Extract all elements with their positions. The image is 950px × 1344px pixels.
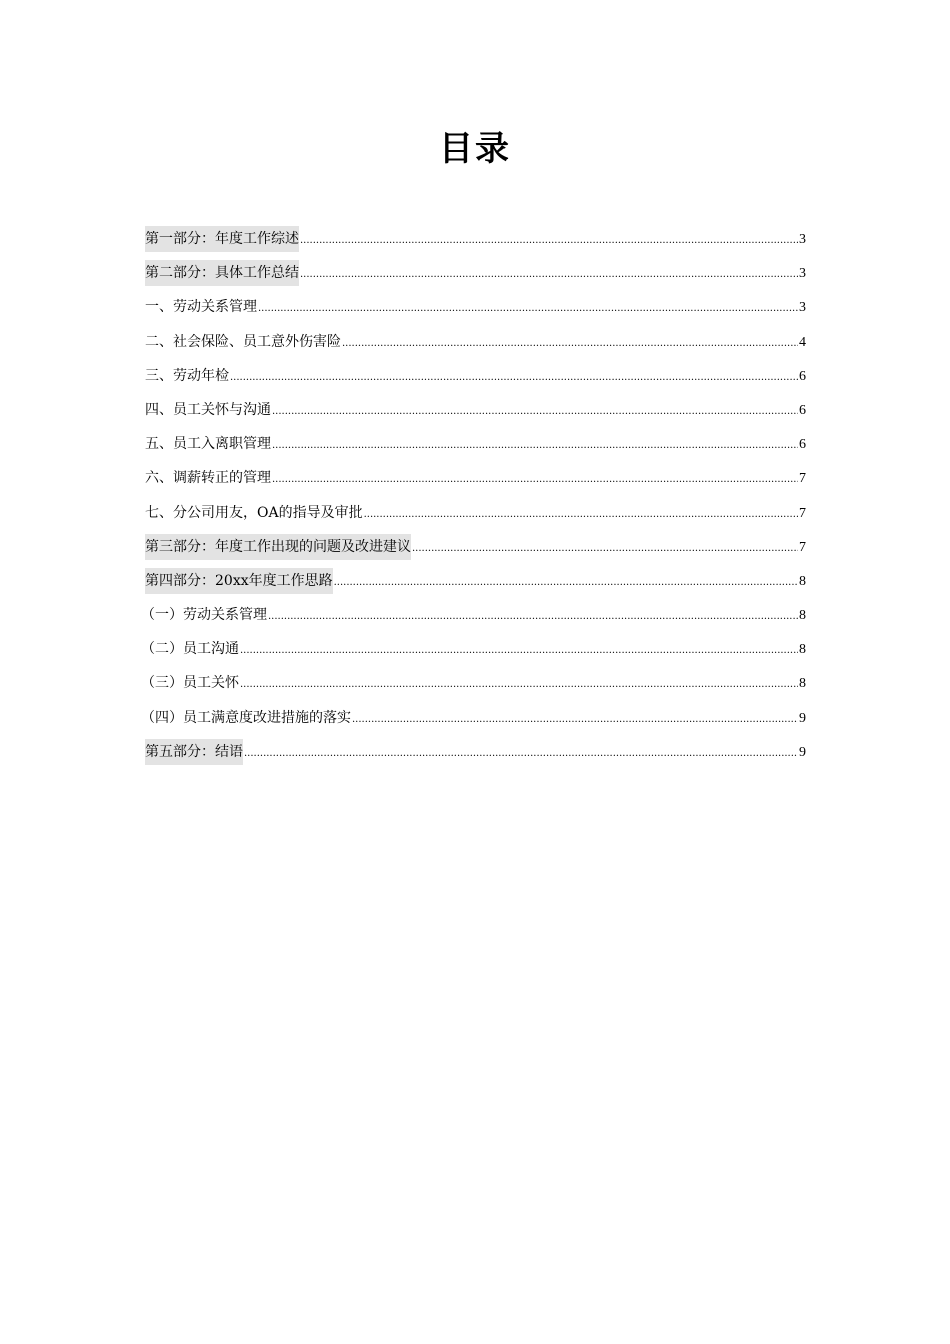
toc-leader-dots bbox=[272, 433, 798, 459]
toc-entry-page: 3 bbox=[799, 232, 806, 247]
toc-entry-label: 二、社会保险、员工意外伤害险 bbox=[145, 333, 341, 350]
toc-entry-label: 一、劳动关系管理 bbox=[145, 299, 257, 316]
toc-entry[interactable] bbox=[141, 602, 806, 636]
toc-entry-page: 3 bbox=[799, 266, 806, 282]
toc-entry-page: 6 bbox=[799, 402, 806, 418]
toc-title: 目录 bbox=[439, 129, 511, 169]
toc-entry[interactable] bbox=[145, 226, 806, 260]
toc-entry-label: 第二部分：具体工作总结 bbox=[145, 260, 299, 286]
toc-entry-label: 六、调薪转正的管理 bbox=[145, 470, 271, 487]
toc-entry-page: 4 bbox=[799, 334, 806, 350]
toc-entry-label: （一）劳动关系管理 bbox=[141, 607, 267, 624]
toc-entry[interactable] bbox=[141, 705, 806, 739]
toc-entry-page: 8 bbox=[799, 573, 806, 589]
toc-entry-label: 第五部分：结语 bbox=[145, 739, 243, 765]
toc-leader-dots bbox=[230, 365, 798, 391]
toc-entry[interactable] bbox=[145, 568, 806, 602]
toc-leader-dots bbox=[412, 536, 798, 562]
toc-leader-dots bbox=[334, 570, 798, 596]
toc-entry[interactable] bbox=[145, 739, 806, 773]
toc-entry-page: 7 bbox=[799, 505, 806, 521]
toc-entry-label: 五、员工入离职管理 bbox=[145, 436, 271, 453]
toc-entry[interactable] bbox=[145, 363, 806, 397]
toc-leader-dots bbox=[258, 296, 798, 322]
toc-entry-label: 四、员工关怀与沟通 bbox=[145, 401, 271, 418]
toc-leader-dots bbox=[272, 399, 798, 425]
toc-entry[interactable] bbox=[141, 670, 806, 704]
toc-leader-dots bbox=[240, 672, 798, 698]
toc-entry-label: 三、劳动年检 bbox=[145, 367, 229, 384]
toc-entry-label: （四）员工满意度改进措施的落实 bbox=[141, 709, 351, 726]
toc-leader-dots bbox=[352, 707, 798, 733]
toc-entry[interactable] bbox=[145, 465, 806, 499]
toc-leader-dots bbox=[364, 502, 798, 528]
toc-entry[interactable] bbox=[145, 431, 806, 465]
toc-entry-label: 第四部分：20xx年度工作思路 bbox=[145, 568, 333, 594]
toc-leader-dots bbox=[244, 741, 798, 767]
toc-entry-label: 第三部分：年度工作出现的问题及改进建议 bbox=[145, 534, 411, 560]
toc-entry[interactable] bbox=[145, 329, 806, 363]
toc-entry-label: （三）员工关怀 bbox=[141, 675, 239, 692]
toc-entry-page: 8 bbox=[799, 676, 806, 692]
toc-entry-page: 6 bbox=[799, 437, 806, 453]
toc-leader-dots bbox=[342, 331, 798, 357]
toc-entry-page: 3 bbox=[799, 300, 806, 316]
toc-entry-page: 7 bbox=[799, 539, 806, 555]
toc-entry[interactable] bbox=[145, 260, 806, 294]
toc-entry-page: 8 bbox=[799, 642, 806, 658]
toc-entry-page: 6 bbox=[799, 368, 806, 384]
toc-leader-dots bbox=[300, 262, 798, 288]
toc-list bbox=[141, 226, 806, 773]
toc-entry-page: 9 bbox=[799, 744, 806, 760]
toc-entry[interactable] bbox=[145, 500, 806, 534]
toc-entry[interactable] bbox=[145, 294, 806, 328]
toc-leader-dots bbox=[300, 228, 798, 254]
toc-entry-page: 8 bbox=[799, 608, 806, 624]
toc-entry-page: 9 bbox=[799, 710, 806, 726]
toc-entry-label: （二）员工沟通 bbox=[141, 641, 239, 658]
toc-entry[interactable] bbox=[145, 397, 806, 431]
toc-leader-dots bbox=[272, 467, 798, 493]
toc-entry-page: 7 bbox=[799, 471, 806, 487]
toc-entry-label: 第一部分：年度工作综述 bbox=[145, 226, 299, 252]
toc-leader-dots bbox=[268, 604, 798, 630]
toc-entry[interactable] bbox=[145, 534, 806, 568]
toc-entry-label: 七、分公司用友，OA的指导及审批 bbox=[145, 504, 363, 521]
toc-leader-dots bbox=[240, 638, 798, 664]
toc-entry[interactable] bbox=[141, 636, 806, 670]
